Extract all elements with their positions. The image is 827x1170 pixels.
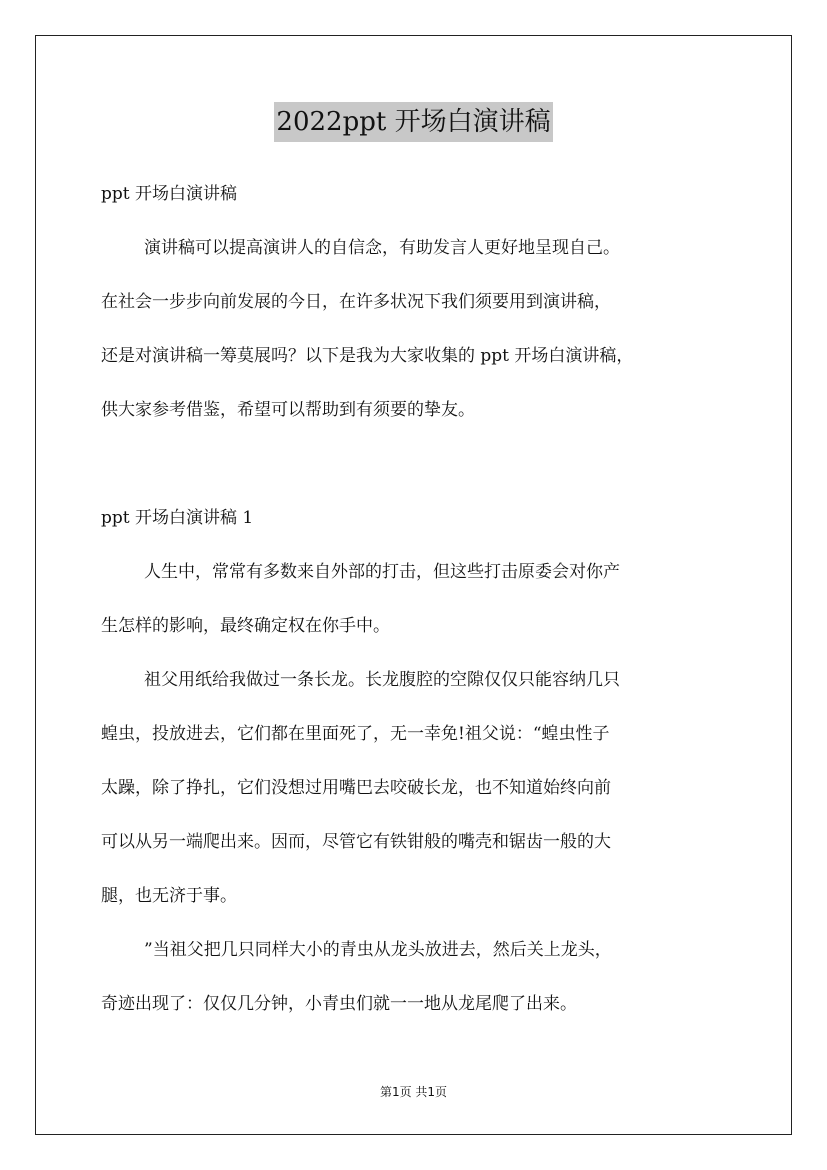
paragraph-line: 生怎样的影响，最终确定权在你手中。 [101, 616, 390, 636]
paragraph-line: 供大家参考借鉴，希望可以帮助到有须要的挚友。 [101, 400, 475, 420]
paragraph-line: 还是对演讲稿一筹莫展吗？以下是我为大家收集的 ppt 开场白演讲稿， [101, 346, 634, 366]
paragraph-line: 蝗虫，投放进去，它们都在里面死了，无一幸免!祖父说：“蝗虫性子 [101, 724, 610, 744]
section-heading: ppt 开场白演讲稿 [101, 184, 237, 204]
page-footer: 第1页 共1页 [379, 1085, 448, 1099]
paragraph-line: 演讲稿可以提高演讲人的自信念，有助发言人更好地呈现自己。 [144, 238, 620, 258]
paragraph-line: 祖父用纸给我做过一条长龙。长龙腹腔的空隙仅仅只能容纳几只 [144, 670, 620, 690]
paragraph-line: 太躁，除了挣扎，它们没想过用嘴巴去咬破长龙，也不知道始终向前 [101, 778, 611, 798]
paragraph-line: ”当祖父把几只同样大小的青虫从龙头放进去，然后关上龙头， [144, 940, 612, 960]
paragraph-line: 腿，也无济于事。 [101, 886, 237, 906]
paragraph-line: 人生中，常常有多数来自外部的打击，但这些打击原委会对你产 [144, 562, 620, 582]
paragraph-line: 奇迹出现了：仅仅几分钟，小青虫们就一一地从龙尾爬了出来。 [101, 994, 577, 1014]
section-heading: ppt 开场白演讲稿 1 [101, 508, 254, 528]
paragraph-line: 在社会一步步向前发展的今日，在许多状况下我们须要用到演讲稿， [101, 292, 611, 312]
document-title: 2022ppt 开场白演讲稿 [274, 102, 552, 142]
title-container [0, 102, 827, 142]
paragraph-line: 可以从另一端爬出来。因而，尽管它有铁钳般的嘴壳和锯齿一般的大 [101, 832, 611, 852]
